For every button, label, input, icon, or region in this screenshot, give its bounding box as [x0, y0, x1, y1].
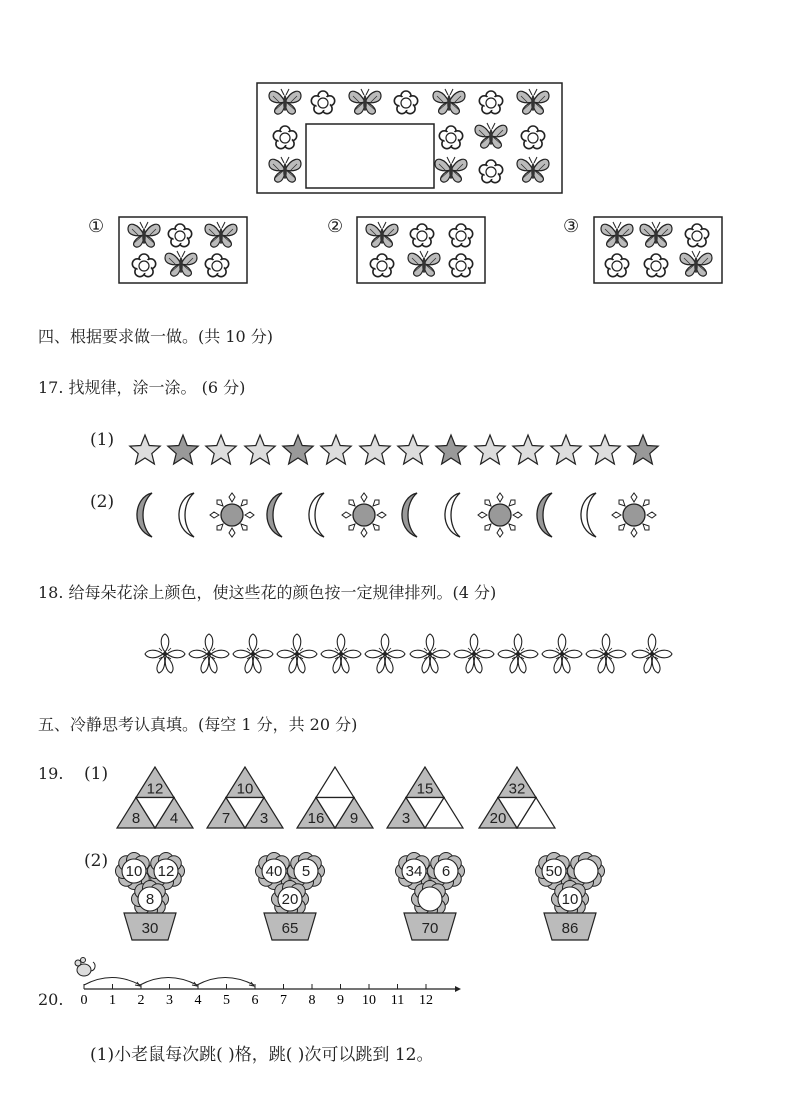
pot-value: 86: [561, 920, 579, 937]
number-line-tick-label: 3: [166, 993, 173, 1008]
number-line-tick-label: 11: [390, 993, 405, 1008]
number-line-tick-label: 6: [251, 993, 259, 1008]
triangle-top-value: 10: [236, 780, 254, 798]
q18-title: 18. 给每朵花涂上颜色，使这些花的颜色按一定规律排列。(4 分): [38, 583, 497, 602]
flower-value: 34: [405, 863, 423, 880]
number-line-tick-label: 12: [419, 993, 433, 1008]
flower-value: 20: [281, 891, 299, 908]
triangle-left-value: 7: [221, 810, 231, 827]
flower-value: 12: [157, 863, 175, 880]
q19-label: 19.: [38, 764, 64, 783]
flower-value: 10: [561, 891, 579, 908]
section4-title: 四、根据要求做一做。(共 10 分): [38, 327, 274, 346]
number-line-tick-label: 10: [362, 993, 376, 1008]
number-line-tick-label: 9: [337, 993, 344, 1008]
option-2-label: ②: [327, 216, 344, 237]
number-line-tick-label: 2: [137, 993, 145, 1008]
number-line-tick-label: 7: [280, 993, 287, 1008]
number-line-tick-label: 1: [109, 993, 116, 1008]
triangle-right-value: 4: [169, 810, 179, 827]
number-line-tick-label: 4: [194, 993, 202, 1008]
triangle-left-value: 8: [131, 810, 141, 827]
triangle-top-value: 12: [146, 780, 164, 798]
pot-value: 30: [141, 920, 159, 937]
triangle-right-value: 9: [349, 810, 359, 827]
number-line-tick-label: 8: [308, 993, 316, 1008]
triangle-left-value: 20: [489, 810, 507, 827]
q17-part1-label: (1): [90, 430, 115, 450]
q19-part1-label: (1): [84, 764, 109, 784]
flower-value: 40: [265, 863, 283, 880]
pot-value: 65: [281, 920, 299, 937]
option-3-label: ③: [563, 216, 580, 237]
number-line-tick-label: 5: [223, 993, 230, 1008]
q17-title: 17. 找规律，涂一涂。 (6 分): [38, 378, 246, 397]
flower-value: 8: [145, 891, 155, 908]
pot-value: 70: [421, 920, 439, 937]
flower-value: 5: [301, 863, 311, 880]
option-1-label: ①: [88, 216, 105, 237]
mouse-icon: [75, 958, 95, 977]
triangle-top-value: 32: [508, 780, 526, 798]
q20-label: 20.: [38, 990, 64, 1009]
triangle-right-value: 3: [259, 810, 269, 827]
flower-value: 6: [441, 863, 451, 880]
q19-part2-label: (2): [84, 851, 109, 871]
q17-part2-label: (2): [90, 492, 115, 512]
number-line-tick-label: 0: [80, 993, 88, 1008]
q20-part1-text: (1)小老鼠每次跳( )格，跳( )次可以跳到 12。: [90, 1045, 434, 1065]
triangle-top-value: 15: [416, 780, 434, 798]
flower-value: 50: [545, 863, 563, 880]
section5-title: 五、冷静思考认真填。(每空 1 分，共 20 分): [38, 715, 358, 734]
triangle-left-value: 3: [401, 810, 411, 827]
flower-value: 10: [125, 863, 143, 880]
triangle-left-value: 16: [307, 810, 325, 827]
